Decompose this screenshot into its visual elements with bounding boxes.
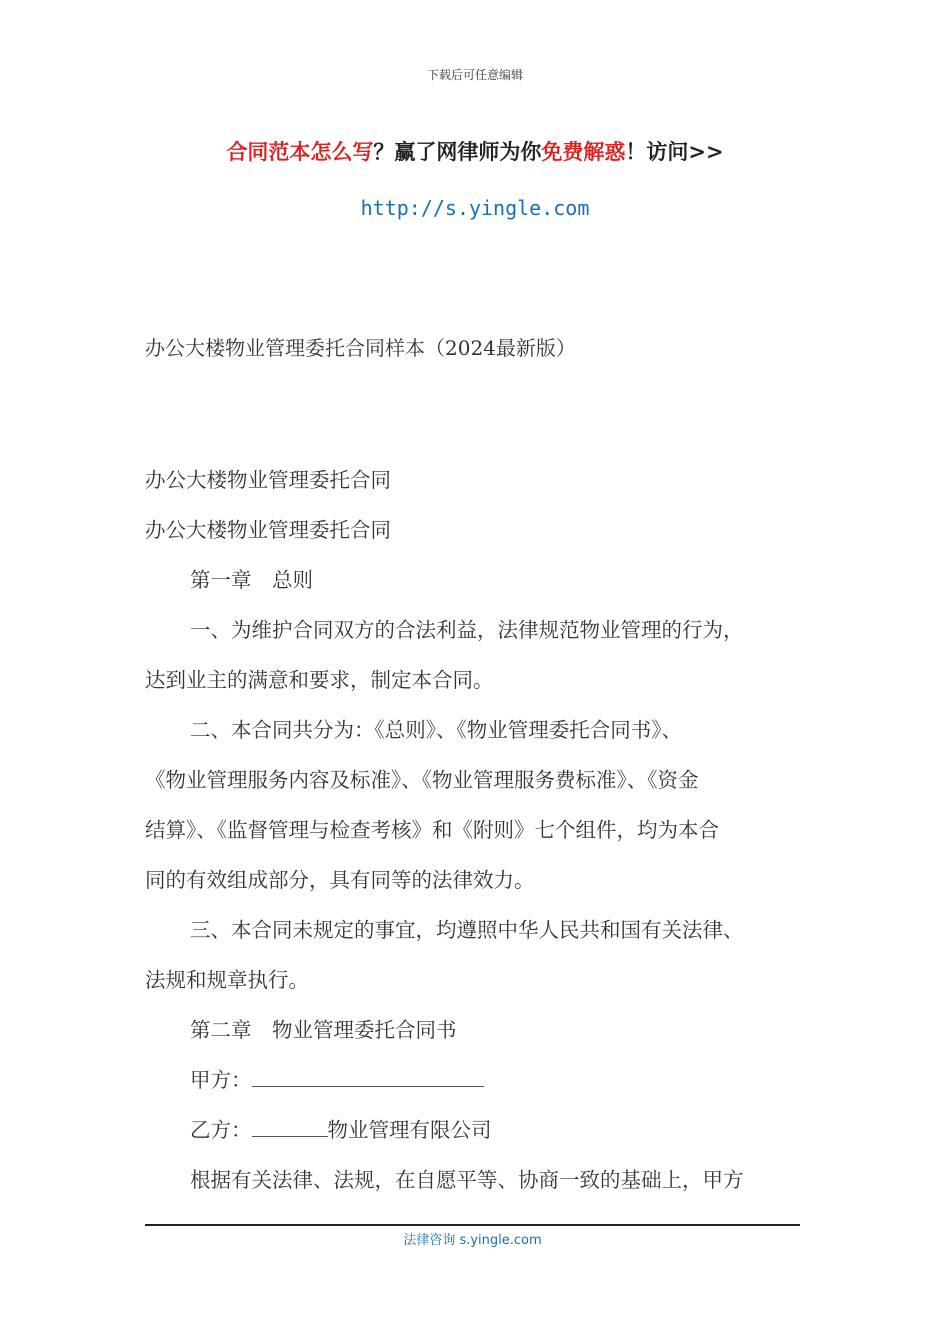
- party-a-label: 甲方：: [190, 1068, 252, 1092]
- promo-banner[interactable]: [0, 136, 950, 166]
- paragraph-line: 二、本合同共分为：《总则》、《物业管理委托合同书》、: [190, 718, 682, 742]
- party-b-label: 乙方：: [190, 1118, 252, 1142]
- party-b-suffix: 物业管理有限公司: [327, 1118, 492, 1142]
- footer-link[interactable]: 法律咨询 s.yingle.com: [403, 1233, 542, 1248]
- paragraph-line: 同的有效组成部分，具有同等的法律效力。: [145, 868, 535, 892]
- promo-link[interactable]: http://s.yingle.com: [360, 196, 590, 220]
- promo-text-2: ？赢了网律师为你: [373, 139, 542, 164]
- section-heading: 办公大楼物业管理委托合同: [145, 518, 391, 542]
- paragraph-line: 《物业管理服务内容及标准》、《物业管理服务费标准》、《资金: [145, 768, 699, 792]
- section-heading: 办公大楼物业管理委托合同: [145, 468, 391, 492]
- footer-divider: [145, 1224, 800, 1226]
- paragraph-line: 达到业主的满意和要求，制定本合同。: [145, 668, 494, 692]
- party-b-blank: [252, 1118, 328, 1137]
- paragraph-line: 根据有关法律、法规，在自愿平等、协商一致的基础上，甲方: [190, 1168, 744, 1192]
- paragraph-line: 一、为维护合同双方的合法利益，法律规范物业管理的行为，: [190, 618, 744, 642]
- paragraph-line: 结算》、《监督管理与检查考核》和《附则》七个组件，均为本合: [145, 818, 719, 842]
- party-a-blank: [252, 1068, 484, 1087]
- document-title: 办公大楼物业管理委托合同样本（2024最新版）: [145, 336, 576, 360]
- paragraph-line: 法规和规章执行。: [145, 968, 309, 992]
- promo-text-4: ！访问>>: [625, 139, 724, 164]
- header-note: 下载后可任意编辑: [426, 68, 523, 82]
- promo-text-3: 免费解惑: [541, 139, 626, 164]
- promo-text-1: 合同范本怎么写: [226, 139, 374, 164]
- party-b-line: [190, 1113, 492, 1143]
- party-a-line: [190, 1063, 484, 1093]
- paragraph-line: 三、本合同未规定的事宜，均遵照中华人民共和国有关法律、: [190, 918, 744, 942]
- chapter-heading: 第二章 物业管理委托合同书: [190, 1018, 457, 1042]
- chapter-heading: 第一章 总则: [190, 568, 313, 592]
